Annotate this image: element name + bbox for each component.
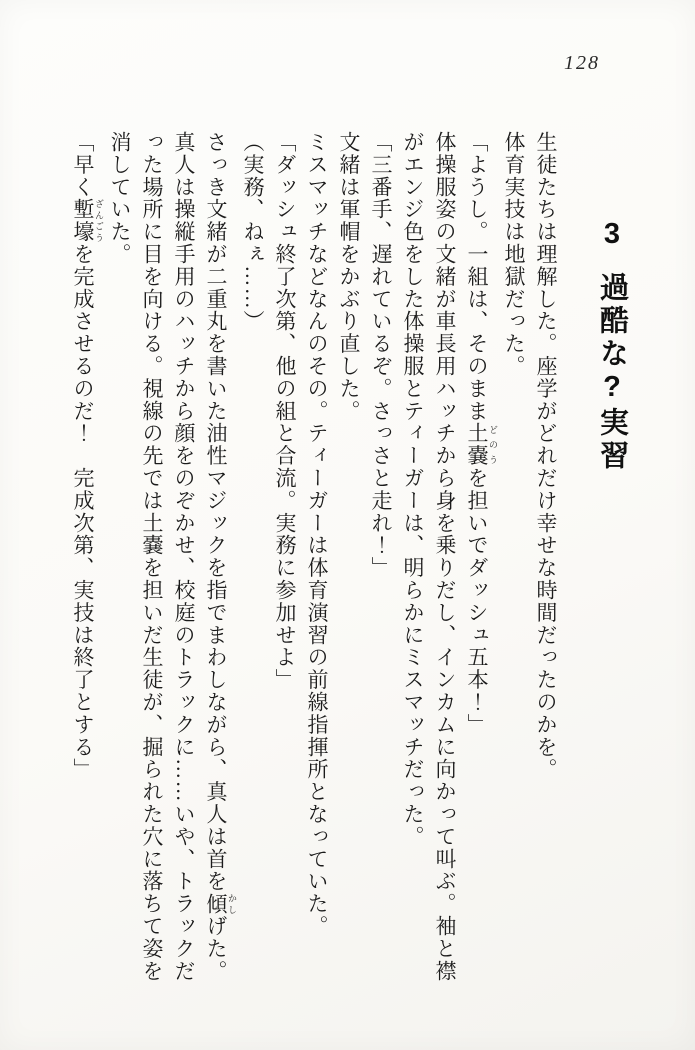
paragraph: ミスマッチなどなんのその。ティーガーは体育演習の前線指揮所となっていた。 <box>305 131 329 938</box>
chapter-heading <box>592 131 632 987</box>
paragraph: 体操服姿の文緒が車長用ハッチから身を乗りだし、インカムに向かって叫ぶ。袖と襟がエンジ色をした体操服とティーガーは、明らかにミスマッチだった。 <box>401 131 457 983</box>
chapter-number: 3 <box>596 218 628 254</box>
paragraph: 「ようし。一組は、そのまま土嚢 どのうを担いでダッシュ五本！」 <box>465 131 498 736</box>
furigana-word: 傾 かし <box>204 892 237 916</box>
paragraph: 真人は操縦手用のハッチから顔をのぞかせ、校庭のトラックに……いや、トラックだった場所に目を向ける。視線の先では土嚢を担いだ生徒が、掘られた穴に落ちて姿を消していた。 <box>108 131 196 983</box>
paragraph: 文緒は軍帽をかぶり直した。 <box>337 131 361 423</box>
text-block <box>67 131 632 987</box>
paragraph: 「早く塹壕 ざんごうを完成させるのだ！ 完成次第、実技は終了とする」 <box>71 131 104 781</box>
page-number: 128 <box>564 52 600 74</box>
chapter-title: 過酷な?実習 <box>596 271 628 473</box>
paragraph: （実務、ねぇ……） <box>241 131 265 333</box>
paragraph: 「三番手、遅れているぞ。さっさと走れ！」 <box>369 131 393 579</box>
paragraph: さっき文緒が二重丸を書いた油性マジックを指でまわしながら、真人は首を傾 かしげた。 <box>204 131 237 983</box>
furigana-word: 塹壕 ざんごう <box>71 198 104 244</box>
body-text <box>67 131 562 987</box>
furigana-word: 土嚢 どのう <box>465 422 498 468</box>
paragraph: 「ダッシュ終了次第、他の組と合流。実務に参加せよ」 <box>273 131 297 691</box>
paragraph: 体育実技は地獄だった。 <box>502 131 526 378</box>
paragraph: 生徒たちは理解した。座学がどれだけ幸せな時間だったのかを。 <box>534 131 558 781</box>
